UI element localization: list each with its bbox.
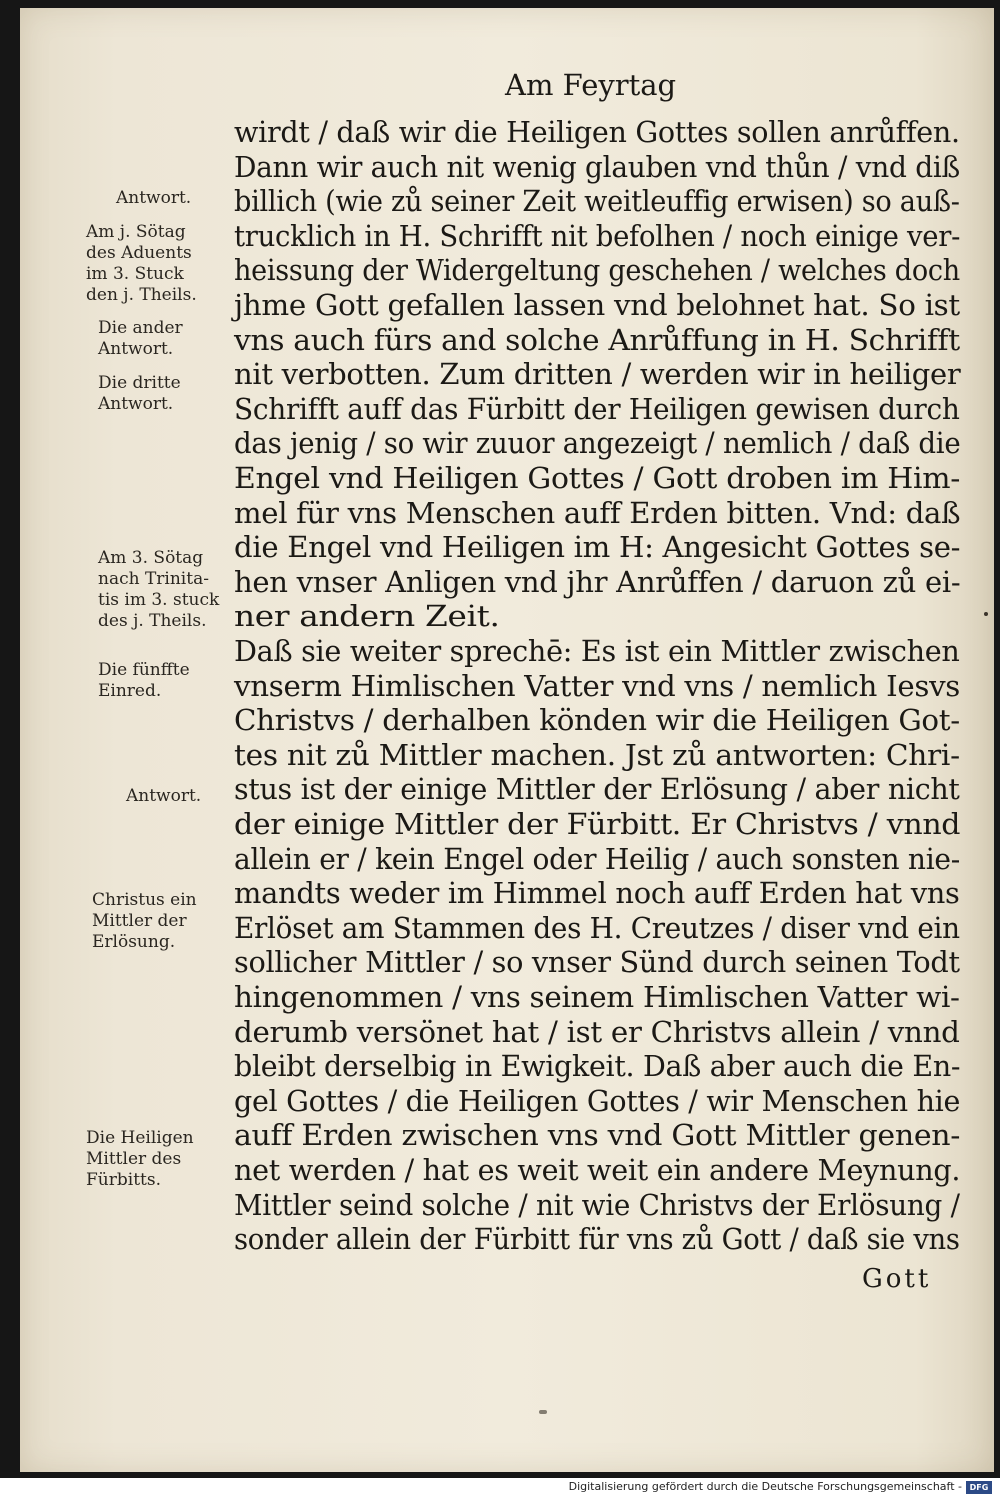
marginal-note [126,786,201,807]
marginal-note-line: Antwort. [126,786,202,806]
text-line: trucklich in H. Schrifft nit befolhen / noch einige ver- [234,219,961,253]
ink-dot [984,612,988,616]
text-line: net werden / hat es weit weit ein andere Meynung. [234,1154,961,1187]
marginal-note-line: Einred. [98,681,162,701]
text-line: gel Gottes / die Heiligen Gottes / wir Menschen hie [234,1084,961,1118]
marginal-note [86,222,197,306]
text-line: sonder allein der Fürbitt für vns zů Gott / daß sie vns [234,1223,960,1257]
marginal-note [116,188,191,209]
text-line: die Engel vnd Heiligen im H: Angesicht Gottes se- [234,531,961,565]
text-line: Engel vnd Heiligen Gottes / Gott droben im Him- [234,462,961,495]
digitization-footer [0,1478,1000,1497]
text-line: Dann wir auch nit wenig glauben vnd thůn / vnd diß [234,150,960,184]
marginal-note-line: Die dritte [98,373,181,393]
text-line: vnserm Himlischen Vatter vnd vns / nemlich Iesvs [234,669,961,703]
marginal-note-line: Die fünffte [98,660,190,680]
marginal-note-line: Antwort. [98,394,174,414]
marginal-note-line: Christus ein [92,890,197,910]
text-line: wirdt / daß wir die Heiligen Gottes sollen anrůffen. [234,116,960,149]
text-line: bleibt derselbig in Ewigkeit. Daß aber auch die En- [234,1050,961,1084]
marginal-note-line: im 3. Stuck [86,264,184,284]
text-line: allein er / kein Engel oder Heilig / auch sonsten nie- [234,842,960,876]
text-line: ner andern Zeit. [234,600,500,634]
text-line: Erlöset am Stammen des H. Creutzes / diser vnd ein [234,911,960,945]
marginal-note-line: Erlösung. [92,932,176,952]
marginal-note-line: nach Trinita- [98,569,209,589]
marginal-note-line: Am j. Sötag [86,222,186,242]
marginal-note [86,1128,194,1191]
text-line: Daß sie weiter sprechē: Es ist ein Mittler zwischen [234,635,960,668]
text-line: sollicher Mittler / so vnser Sünd durch seinen Todt [234,946,960,980]
ink-speck [539,1410,547,1414]
text-line: vns auch fürs and solche Anrůffung in H. Schrifft [234,323,960,357]
text-line: tes nit zů Mittler machen. Jst zů antworten: Chri- [234,738,960,772]
marginal-note [92,890,197,953]
text-line: stus ist der einige Mittler der Erlösung / aber nicht [234,773,960,807]
text-line: nit verbotten. Zum dritten / werden wir in heiliger [234,358,961,392]
text-line: auff Erden zwischen vns vnd Gott Mittler genen- [234,1119,961,1153]
text-line: hingenommen / vns seinem Himlischen Vatter wi- [234,981,960,1014]
marginal-note-line: Die ander [98,318,183,338]
text-line: mandts weder im Himmel noch auff Erden hat vns [234,877,960,911]
marginal-note-line: den j. Theils. [86,285,197,305]
footer-credit: Digitalisierung gefördert durch die Deutsche Forschungsgemeinschaft - [568,1480,962,1493]
catchword: Gott [862,1264,932,1294]
marginal-note-line: Antwort. [98,339,174,359]
marginal-note [98,318,183,360]
marginal-note-line: Mittler der [92,911,187,931]
marginal-note-line: tis im 3. stuck [98,590,220,610]
text-line: jhme Gott gefallen lassen vnd belohnet hat. So ist [234,289,960,322]
marginal-note [98,548,219,632]
text-line: Schrifft auff das Fürbitt der Heiligen gewisen durch [234,392,960,426]
running-head: Am Feyrtag [505,68,677,102]
marginal-note [98,660,190,702]
text-line: billich (wie zů seiner Zeit weitleuffig erwisen) so auß- [234,185,960,219]
text-line: Christvs / derhalben könden wir die Heiligen Got- [234,704,960,738]
text-line: mel für vns Menschen auff Erden bitten. Vnd: daß [234,496,961,530]
text-line: Mittler seind solche / nit wie Christvs der Erlösung / [234,1188,960,1222]
marginal-note-line: des Aduents [86,243,192,263]
text-line: derumb versönet hat / ist er Christvs allein / vnnd [234,1015,960,1049]
marginal-note-line: des j. Theils. [98,611,207,631]
text-line: das jenig / so wir zuuor angezeigt / nemlich / daß die [234,427,961,461]
text-line: der einige Mittler der Fürbitt. Er Christvs / vnnd [234,808,961,841]
marginal-note [98,373,181,415]
marginal-note-line: Mittler des [86,1149,182,1169]
marginal-note-line: Fürbitts. [86,1170,161,1190]
marginal-note-line: Antwort. [116,188,192,208]
marginal-note-line: Die Heiligen [86,1128,194,1148]
text-line: heissung der Widergeltung geschehen / welches doch [234,254,960,288]
dfg-logo: DFG [966,1481,992,1494]
text-line: hen vnser Anligen vnd jhr Anrůffen / daruon zů ei- [234,565,961,599]
marginal-note-line: Am 3. Sötag [98,548,204,568]
